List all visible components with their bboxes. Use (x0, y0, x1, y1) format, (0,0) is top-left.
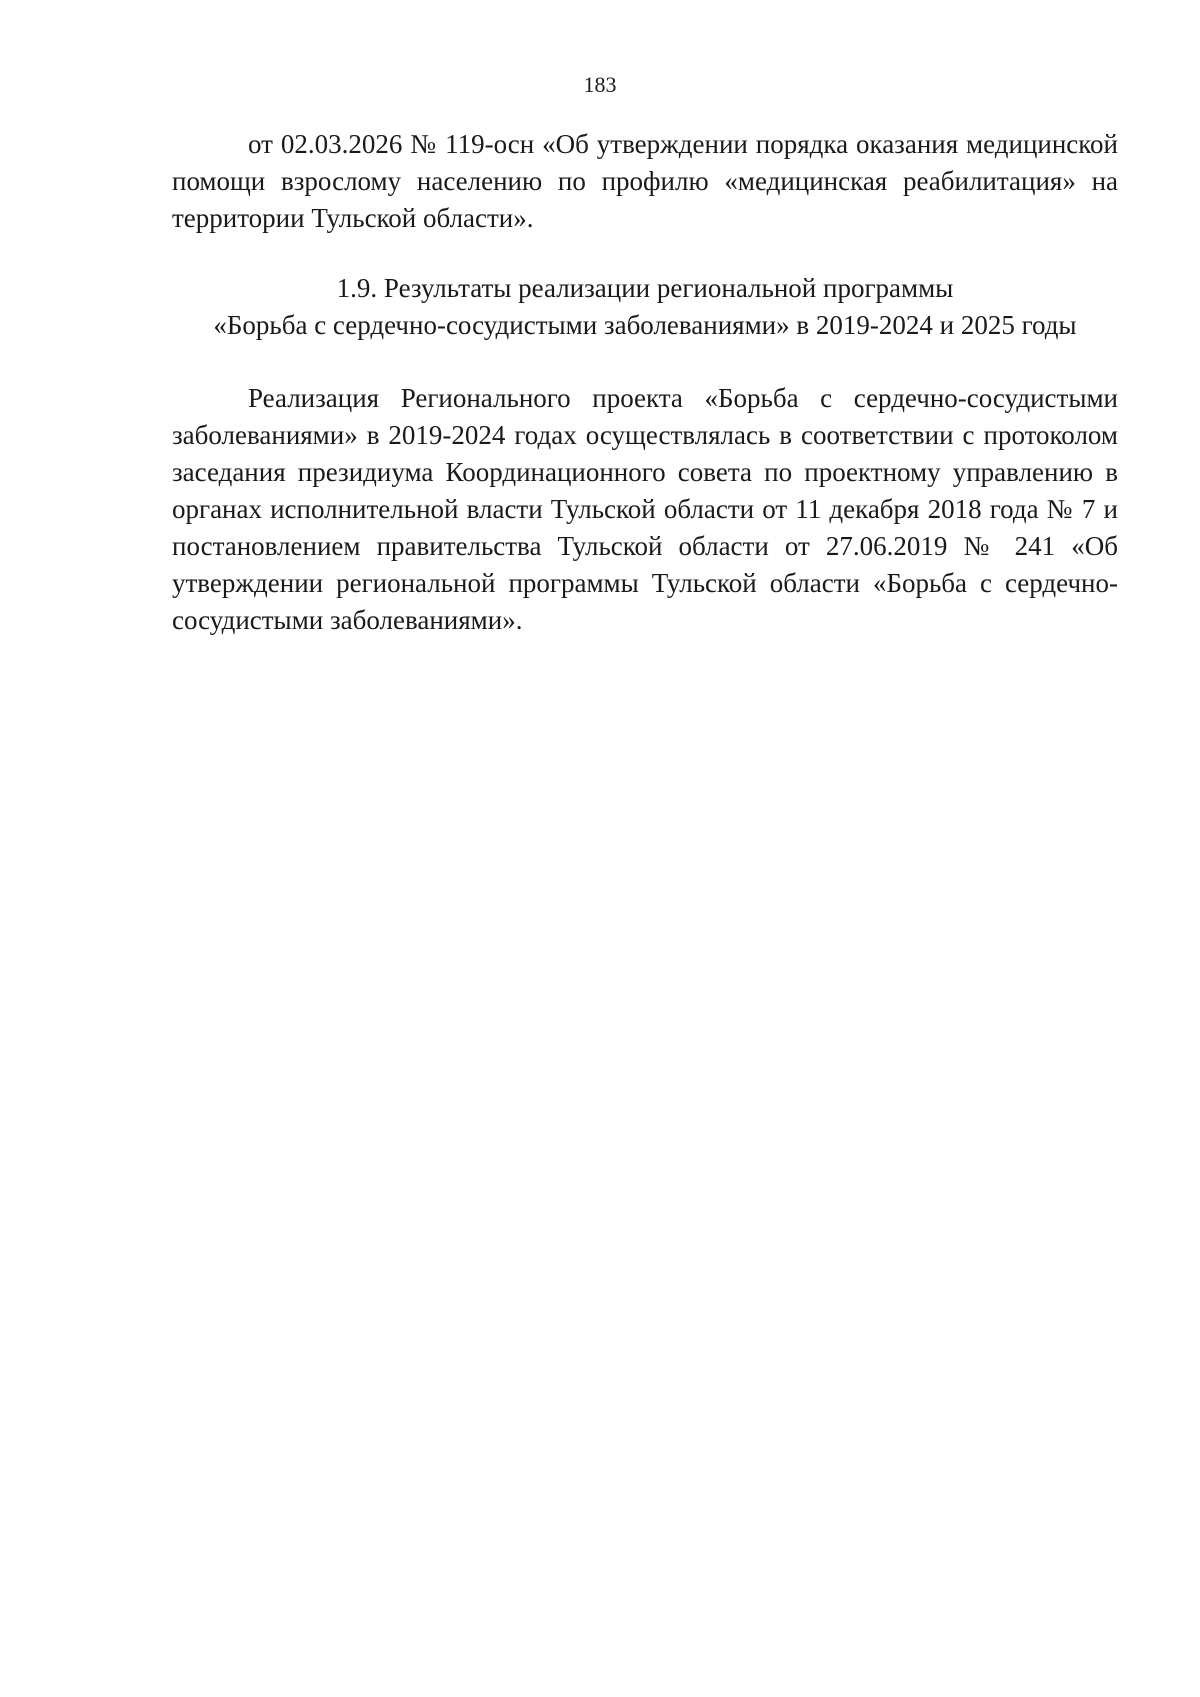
section-heading (150, 270, 1140, 344)
main-paragraph: Реализация Регионального проекта «Борьба с сердечно-сосудистыми заболеваниями» в 2019-2024 годах осуществлялась в соответствии с протоколом заседания президиума Координационного совета по проектному управлению в органах исполнительной власти Тульской области от 11 декабря 2018 года № 7 и постановлением правительства Тульской области от 27.06.2019 № 241 «Об утверждении региональной программы Тульской области «Борьба с сердечно-сосудистыми заболеваниями». (172, 383, 1118, 635)
page-number: 183 (583, 72, 617, 97)
section-heading-line-1: 1.9. Результаты реализации региональной программы (336, 273, 954, 303)
section-heading-line-2: «Борьба с сердечно-сосудистыми заболеваниями» в 2019-2024 и 2025 годы (213, 310, 1077, 340)
continuation-paragraph: от 02.03.2026 № 119-осн «Об утверждении порядка оказания медицинской помощи взрослому населению по профилю «медицинская реабилитация» на территории Тульской области». (172, 129, 1118, 233)
